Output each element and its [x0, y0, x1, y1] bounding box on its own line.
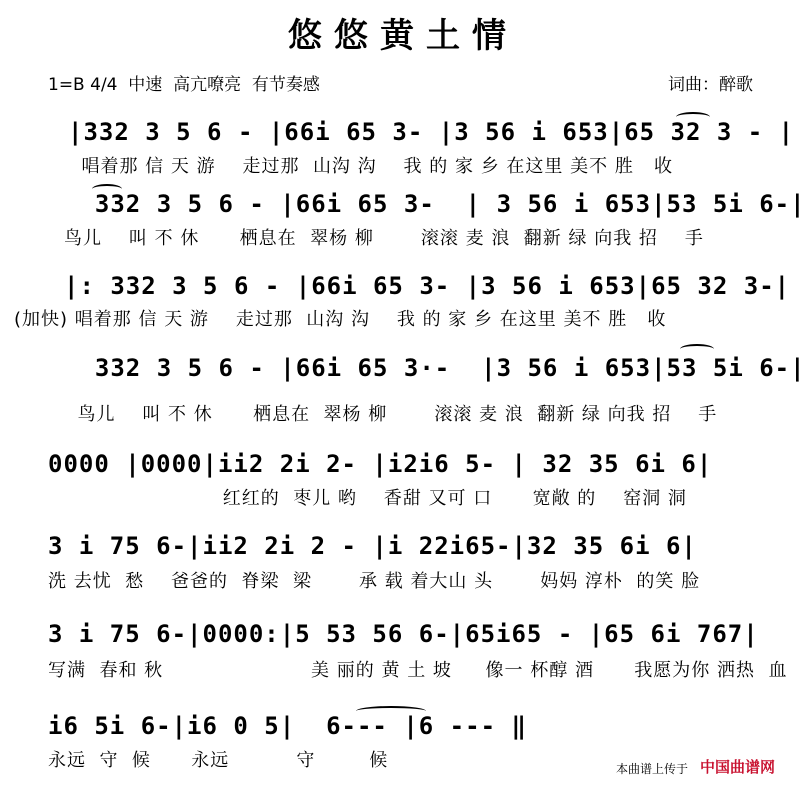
slur-mark [676, 112, 710, 122]
lyrics-line-2: 鸟儿 叫 不 休 栖息在 翠杨 柳 滚滚 麦 浪 翻新 绿 向我 招 手 [64, 228, 704, 249]
slur-mark [680, 344, 714, 354]
lyrics-line-6: 洗 去忧 愁 爸爸的 脊梁 梁 承 载 着大山 头 妈妈 淳朴 的笑 脸 [48, 571, 701, 592]
lyrics-line-8: 永远 守 候 永远 守 候 [48, 750, 389, 771]
slur-mark [92, 184, 122, 194]
notes-line-1: |332 3 5 6 - |66i 65 3- |3 56 i 653|65 32 3 - | [68, 118, 795, 146]
notes-line-4: 332 3 5 6 - |66i 65 3·- |3 56 i 653|53 5i 6-| [64, 354, 806, 382]
lyrics-line-5: 红红的 枣儿 哟 香甜 又可 口 宽敞 的 窑洞 洞 [48, 488, 687, 509]
notes-line-6: 3 i 75 6-|ii2 2i 2 - |i 22i65-|32 35 6i 6| [48, 532, 697, 560]
tie-mark [356, 706, 426, 716]
site-logo: 中国曲谱网 [700, 758, 776, 776]
notes-line-8: i6 5i 6-|i6 0 5| 6--- |6 --- ‖ [48, 712, 527, 740]
key-tempo-info: 1=B 4/4 中速 高亢嘹亮 有节奏感 [48, 75, 320, 95]
lyrics-line-1: 唱着那 信 天 游 走过那 山沟 沟 我 的 家 乡 在这里 美不 胜 收 [68, 156, 674, 177]
notes-line-7: 3 i 75 6-|0000:|5 53 56 6-|65i65 - |65 6i 767| [48, 620, 759, 648]
notes-line-2: 332 3 5 6 - |66i 65 3- | 3 56 i 653|53 5i 6-| [64, 190, 806, 218]
footer-text: 本曲谱上传于 [616, 762, 689, 776]
lyrics-line-4: 鸟儿 叫 不 休 栖息在 翠杨 柳 滚滚 麦 浪 翻新 绿 向我 招 手 [64, 404, 718, 425]
lyrics-line-3: (加快) 唱着那 信 天 游 走过那 山沟 沟 我 的 家 乡 在这里 美不 胜 收 [14, 309, 667, 330]
lyrics-line-7: 写满 春和 秋 美 丽的 黄 土 坡 像一 杯醇 酒 我愿为你 洒热 血 [48, 660, 788, 681]
notes-line-5: 0000 |0000|ii2 2i 2- |i2i6 5- | 32 35 6i 6| [48, 450, 713, 478]
song-title: 悠悠黄土情 [288, 16, 518, 56]
notes-line-3: |: 332 3 5 6 - |66i 65 3- |3 56 i 653|65 32 3-| [64, 272, 791, 300]
credit-text: 词曲：醉歌 [668, 75, 753, 95]
